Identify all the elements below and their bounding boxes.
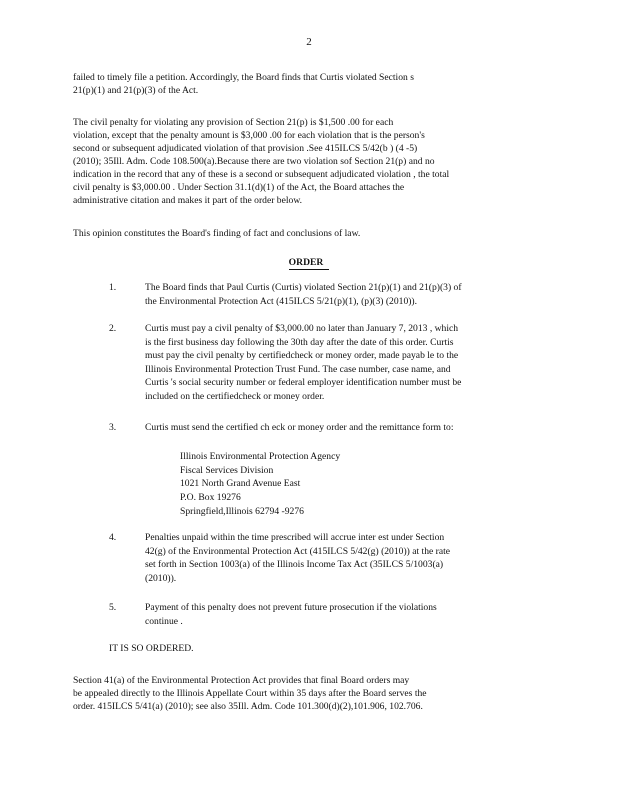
text-line: included on the certifiedcheck or money order. xyxy=(145,390,325,402)
address-line: Fiscal Services Division xyxy=(180,464,274,476)
item-number: 2. xyxy=(109,323,117,334)
text-line: be appealed directly to the Illinois Appellate Court within 35 days after the Board serves the xyxy=(73,688,427,699)
text-line: (2010)). xyxy=(145,572,177,584)
text-line: Curtis must send the certified ch eck or money order and the remittance form to: xyxy=(145,422,454,433)
text-line: Section 41(a) of the Environmental Protection Act provides that final Board orders may xyxy=(73,675,410,686)
text-line: indication in the record that any of these is a second or subsequent adjudicated violation , the total xyxy=(73,169,450,180)
text-line: This opinion constitutes the Board's finding of fact and conclusions of law. xyxy=(73,228,361,239)
paragraph-civil-penalty xyxy=(73,116,531,207)
text-line: violation, except that the penalty amount is $3,000 .00 for each violation that is the person's xyxy=(73,130,425,141)
item-body xyxy=(145,322,539,404)
text-line: administrative citation and makes it part of the order below. xyxy=(73,195,303,206)
text-line: failed to timely file a petition. Accordingly, the Board finds that Curtis violated Section s xyxy=(73,72,414,83)
paragraph-failure-finding xyxy=(73,71,531,97)
address-line: 1021 North Grand Avenue East xyxy=(180,478,301,490)
text-line: Payment of this penalty does not prevent future prosecution if the violations xyxy=(145,602,437,613)
page-number: 2 xyxy=(306,36,312,48)
order-heading xyxy=(0,257,618,268)
text-line: (2010); 35Ill. Adm. Code 108.500(a).Because there are two violation sof Section 21(p) and no xyxy=(73,156,435,167)
text-line: order. 415ILCS 5/41(a) (2010); see also 35Ill. Adm. Code 101.300(d)(2),101.906, 102.706. xyxy=(73,701,423,712)
item-number: 5. xyxy=(109,602,117,613)
text-line: the Environmental Protection Act (415ILCS 5/21(p)(1), (p)(3) (2010)). xyxy=(145,295,418,307)
text-line: 21(p)(1) and 21(p)(3) of the Act. xyxy=(73,85,199,96)
text-line: continue . xyxy=(145,615,183,627)
address-line: P.O. Box 19276 xyxy=(180,492,241,504)
item-body xyxy=(145,601,539,628)
text-line: set forth in Section 1003(a) of the Illinois Income Tax Act (35ILCS 5/1003(a) xyxy=(145,559,444,571)
item-body xyxy=(145,531,539,585)
item-body xyxy=(145,421,539,435)
item-number: 3. xyxy=(109,422,117,433)
text-line: Curtis 's social security number or federal employer identification number must be xyxy=(145,377,462,389)
text-line: must pay the civil penalty by certifiedcheck or money order, made payab le to the xyxy=(145,350,459,362)
order-heading-text: ORDER xyxy=(289,257,330,270)
text-line: The Board finds that Paul Curtis (Curtis) violated Section 21(p)(1) and 21(p)(3) of xyxy=(145,282,462,293)
text-line: The civil penalty for violating any provision of Section 21(p) is $1,500 .00 for each xyxy=(73,117,394,128)
text-line: Penalties unpaid within the time prescribed will accrue inter est under Section xyxy=(145,532,445,543)
text-line: Curtis must pay a civil penalty of $3,000.00 no later than January 7, 2013 , which xyxy=(145,323,459,334)
item-number: 4. xyxy=(109,532,117,543)
remittance-address xyxy=(180,450,340,519)
text-line: second or subsequent adjudicated violation of that provision .See 415ILCS 5/42(b ) (4 -5) xyxy=(73,143,418,154)
paragraph-opinion xyxy=(73,227,531,240)
text-line: Illinois Environmental Protection Trust Fund. The case number, case name, and xyxy=(145,363,451,375)
text-line: civil penalty is $3,000.00 . Under Section 31.1(d)(1) of the Act, the Board attaches the xyxy=(73,182,405,193)
address-line: Illinois Environmental Protection Agency xyxy=(180,451,341,462)
address-line: Springfield,Illinois 62794 -9276 xyxy=(180,505,304,517)
text-line: 42(g) of the Environmental Protection Act (415ILCS 5/42(g) (2010)) at the rate xyxy=(145,545,451,557)
paragraph-appeal xyxy=(73,674,531,713)
item-body xyxy=(145,281,539,308)
closing-statement: IT IS SO ORDERED. xyxy=(109,643,194,654)
item-number: 1. xyxy=(109,282,117,293)
text-line: is the first business day following the 30th day after the date of this order. Curtis xyxy=(145,336,454,348)
